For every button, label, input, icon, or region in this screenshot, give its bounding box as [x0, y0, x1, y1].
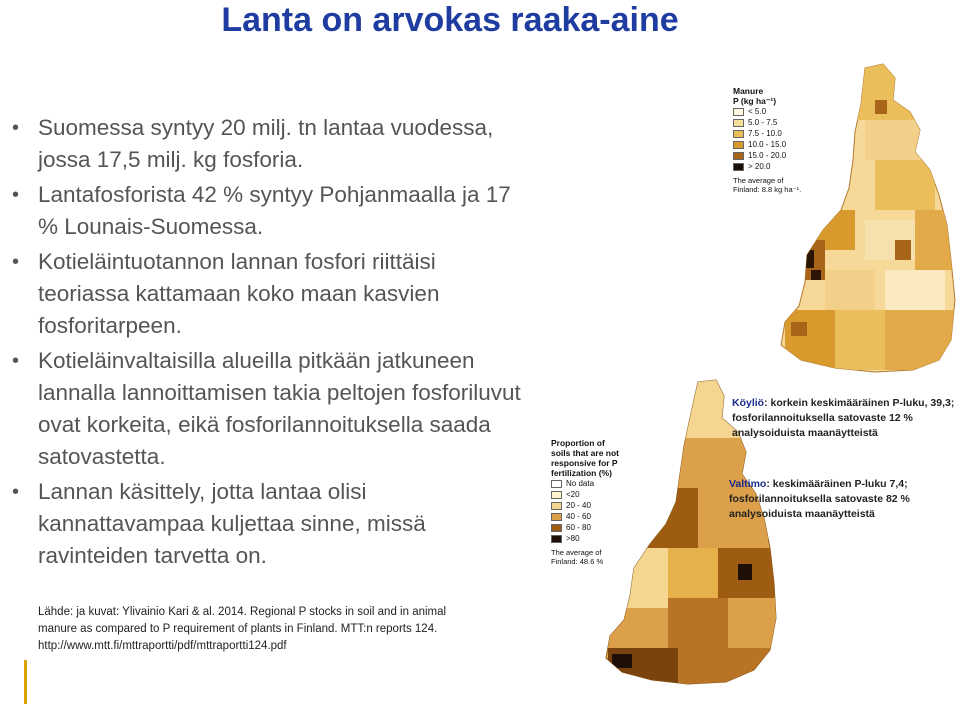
bullet-text: Kotieläinvaltaisilla alueilla pitkään jatkuneen lannalla lannoittamisen takia peltojen fosforiluvut ovat korkeita, eikä fosforilannoituksella saada satovastetta.	[38, 348, 521, 469]
legend-swatch	[551, 535, 562, 543]
soil-legend-title: responsive for P	[551, 458, 618, 468]
bullet-item	[12, 246, 532, 342]
bullet-list	[12, 112, 532, 575]
bullet-icon: •	[12, 117, 20, 139]
legend-label: 20 - 40	[566, 501, 591, 510]
bullet-text: Lantafosforista 42 % syntyy Pohjanmaalla ja 17 % Lounais-Suomessa.	[38, 182, 511, 239]
legend-item	[733, 117, 801, 128]
bullet-text: Kotieläintuotannon lannan fosfori riittäisi teoriassa kattamaan koko maan kasvien fosforitarpeen.	[38, 249, 440, 338]
source-link[interactable]: http://www.mtt.fi/mttraportti/pdf/mttraportti124.pdf	[38, 640, 287, 652]
legend-swatch	[733, 163, 744, 171]
valtimo-line3: analysoiduista maanäytteistä	[729, 508, 875, 520]
soil-legend-title: Proportion of	[551, 438, 605, 448]
valtimo-line1: Valtimo: keskimääräinen P-luku 7,4;	[729, 478, 908, 490]
legend-label: 5.0 - 7.5	[748, 118, 778, 127]
manure-legend	[733, 86, 801, 194]
valtimo-line2: fosforilannoituksella satovaste 82 %	[729, 493, 910, 505]
legend-item	[551, 533, 619, 544]
source-citation	[38, 604, 558, 655]
accent-bar	[24, 660, 27, 704]
legend-item	[733, 161, 801, 172]
manure-legend-unit: P (kg ha⁻¹)	[733, 96, 777, 106]
manure-legend-title: Manure	[733, 86, 764, 96]
legend-swatch	[551, 524, 562, 532]
legend-item	[551, 522, 619, 533]
koylio-line2: fosforilannoituksella satovaste 12 %	[732, 412, 913, 424]
soil-average-line1: The average of	[551, 548, 602, 557]
legend-label: 60 - 80	[566, 523, 591, 532]
legend-swatch	[551, 480, 562, 488]
legend-label: > 20.0	[748, 162, 771, 171]
koylio-line1: Köyliö: korkein keskimääräinen P-luku, 39,3;	[732, 397, 955, 409]
legend-swatch	[733, 108, 744, 116]
legend-label: No data	[566, 479, 595, 488]
legend-label: 10.0 - 15.0	[748, 140, 787, 149]
legend-item	[551, 478, 619, 489]
legend-label: < 5.0	[748, 107, 767, 116]
koylio-line3: analysoiduista maanäytteistä	[732, 427, 878, 439]
legend-item	[551, 489, 619, 500]
legend-swatch	[733, 141, 744, 149]
legend-item	[551, 511, 619, 522]
bullet-icon: •	[12, 481, 20, 503]
bullet-text: Suomessa syntyy 20 milj. tn lantaa vuodessa, jossa 17,5 milj. kg fosforia.	[38, 115, 494, 172]
koylio-note	[732, 396, 958, 441]
bullet-item	[12, 345, 532, 473]
manure-average-line1: The average of	[733, 176, 784, 185]
bullet-item	[12, 112, 532, 176]
page-title: Lanta on arvokas raaka-aine	[221, 1, 679, 39]
legend-label: 7.5 - 10.0	[748, 129, 782, 138]
bullet-item	[12, 179, 532, 243]
bullet-icon: •	[12, 184, 20, 206]
bullet-icon: •	[12, 251, 20, 273]
legend-swatch	[733, 119, 744, 127]
koylio-place: Köyliö	[732, 397, 765, 409]
bullet-text: Lannan käsittely, jotta lantaa olisi kannattavampaa kuljettaa sinne, missä ravinteiden tarvetta on.	[38, 479, 426, 568]
soil-legend	[551, 438, 619, 566]
legend-swatch	[551, 491, 562, 499]
legend-label: 40 - 60	[566, 512, 591, 521]
source-line: Lähde: ja kuvat: Ylivainio Kari & al. 2014. Regional P stocks in soil and in animal	[38, 606, 447, 618]
legend-swatch	[551, 513, 562, 521]
valtimo-place: Valtimo	[729, 478, 767, 490]
legend-item	[733, 139, 801, 150]
manure-average-line2: Finland: 8.8 kg ha⁻¹.	[733, 185, 802, 194]
legend-label: >80	[566, 534, 580, 543]
legend-label: 15.0 - 20.0	[748, 151, 787, 160]
legend-swatch	[733, 152, 744, 160]
legend-item	[733, 106, 801, 117]
soil-legend-title: soils that are not	[551, 448, 620, 458]
valtimo-note	[729, 477, 955, 522]
soil-legend-title: fertilization (%)	[551, 468, 612, 478]
legend-swatch	[551, 502, 562, 510]
legend-item	[733, 150, 801, 161]
legend-item	[551, 500, 619, 511]
soil-average-line2: Finland: 48.6 %	[551, 557, 604, 566]
legend-swatch	[733, 130, 744, 138]
bullet-item	[12, 476, 532, 572]
bullet-icon: •	[12, 350, 20, 372]
legend-label: <20	[566, 490, 580, 499]
source-line: manure as compared to P requirement of plants in Finland. MTT:n reports 124.	[38, 623, 438, 635]
legend-item	[733, 128, 801, 139]
